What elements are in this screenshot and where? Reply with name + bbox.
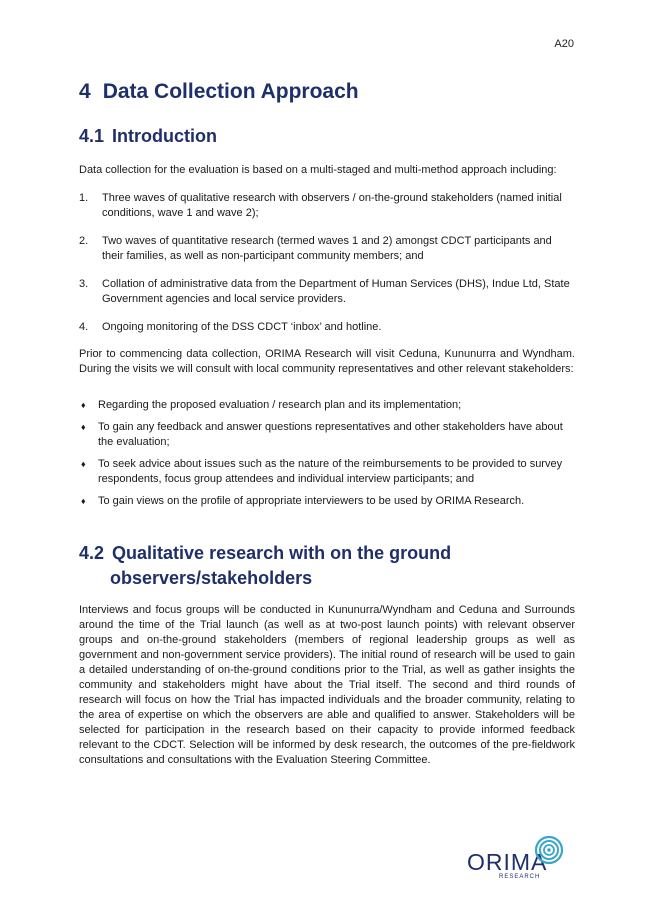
chapter-heading (79, 80, 359, 104)
bullet-item (79, 420, 575, 450)
section-heading-4-1 (79, 126, 217, 147)
diamond-bullet-icon: ♦ (81, 496, 86, 506)
orima-logo (467, 835, 577, 885)
list-marker: 1. (79, 192, 89, 204)
intro-paragraph: Data collection for the evaluation is based on a multi-staged and multi-method approach including: (79, 164, 557, 176)
bullet-item (79, 457, 575, 487)
logo-subtitle: RESEARCH (499, 874, 541, 880)
section-number: 4.1 (79, 126, 105, 146)
diamond-bullet-icon: ♦ (81, 459, 86, 469)
section-title-line2: observers/stakeholders (110, 568, 313, 588)
bullet-item (79, 398, 575, 413)
list-item-text: Ongoing monitoring of the DSS CDCT ‘inbox’ and hotline. (102, 321, 382, 333)
method-list (79, 191, 575, 348)
qualitative-paragraph: Interviews and focus groups will be conducted in Kununurra/Wyndham and Ceduna and Surrounds around the time of the Trial launch (as well as at two-post launch points) with relevant observer groups and on-the-ground stakeholders (members of regional leadership groups as well as government and non-government service providers). The initial round of research will be used to gain a detailed understanding of on-the-ground conditions prior to the Trial, as well as gather insights the community and stakeholders might have about the Trial itself. The second and third rounds of research will focus on how the Trial has impacted individuals and the broader community, relating to the area of expertise on which the observers are able and qualified to answer. Stakeholders will be selected for participation in the research based on their capacity to provide informed feedback relevant to the CDCT. Selection will be informed by desk research, the outcomes of the pre-fieldwork consultations and consultations with the Evaluation Steering Committee. (79, 604, 575, 766)
list-item (79, 320, 575, 335)
section-number: 4.2 (79, 543, 105, 563)
list-item (79, 234, 575, 264)
section-title-line1: Qualitative research with on the ground (112, 543, 452, 563)
diamond-bullet-icon: ♦ (81, 400, 86, 410)
list-item-text: Two waves of quantitative research (termed waves 1 and 2) amongst CDCT participants and their families, as well as non-participant community members; and (102, 235, 552, 262)
diamond-bullet-icon: ♦ (81, 422, 86, 432)
page-number: A20 (554, 38, 574, 50)
bullet-text: Regarding the proposed evaluation / research plan and its implementation; (98, 399, 462, 411)
list-item-text: Three waves of qualitative research with observers / on-the-ground stakeholders (named initial conditions, wave 1 and wave 2); (102, 192, 562, 219)
logo-rings-icon (534, 835, 564, 865)
bullet-text: To seek advice about issues such as the nature of the reimbursements to be provided to survey respondents, focus group attendees and individual interview participants; and (98, 458, 563, 485)
chapter-title: Data Collection Approach (102, 80, 359, 103)
logo-wordmark: ORIMA (467, 849, 548, 875)
list-marker: 4. (79, 321, 89, 333)
list-marker: 3. (79, 278, 89, 290)
bullet-text: To gain any feedback and answer questions representatives and other stakeholders have about the evaluation; (98, 421, 563, 448)
consultation-bullets (79, 398, 575, 516)
list-item-text: Collation of administrative data from the Department of Human Services (DHS), Indue Ltd, State Government agencies and local service providers. (102, 278, 570, 305)
section-title: Introduction (112, 126, 218, 146)
bullet-item (79, 494, 575, 509)
list-marker: 2. (79, 235, 89, 247)
bullet-text: To gain views on the profile of appropriate interviewers to be used by ORIMA Research. (98, 495, 525, 507)
list-item (79, 191, 575, 221)
chapter-number: 4 (79, 80, 91, 103)
section-heading-4-2 (79, 541, 579, 591)
consultation-paragraph: Prior to commencing data collection, ORIMA Research will visit Ceduna, Kununurra and Wyndham. During the visits we will consult with local community representatives and other relevant stakeholders: (79, 348, 575, 375)
list-item (79, 277, 575, 307)
